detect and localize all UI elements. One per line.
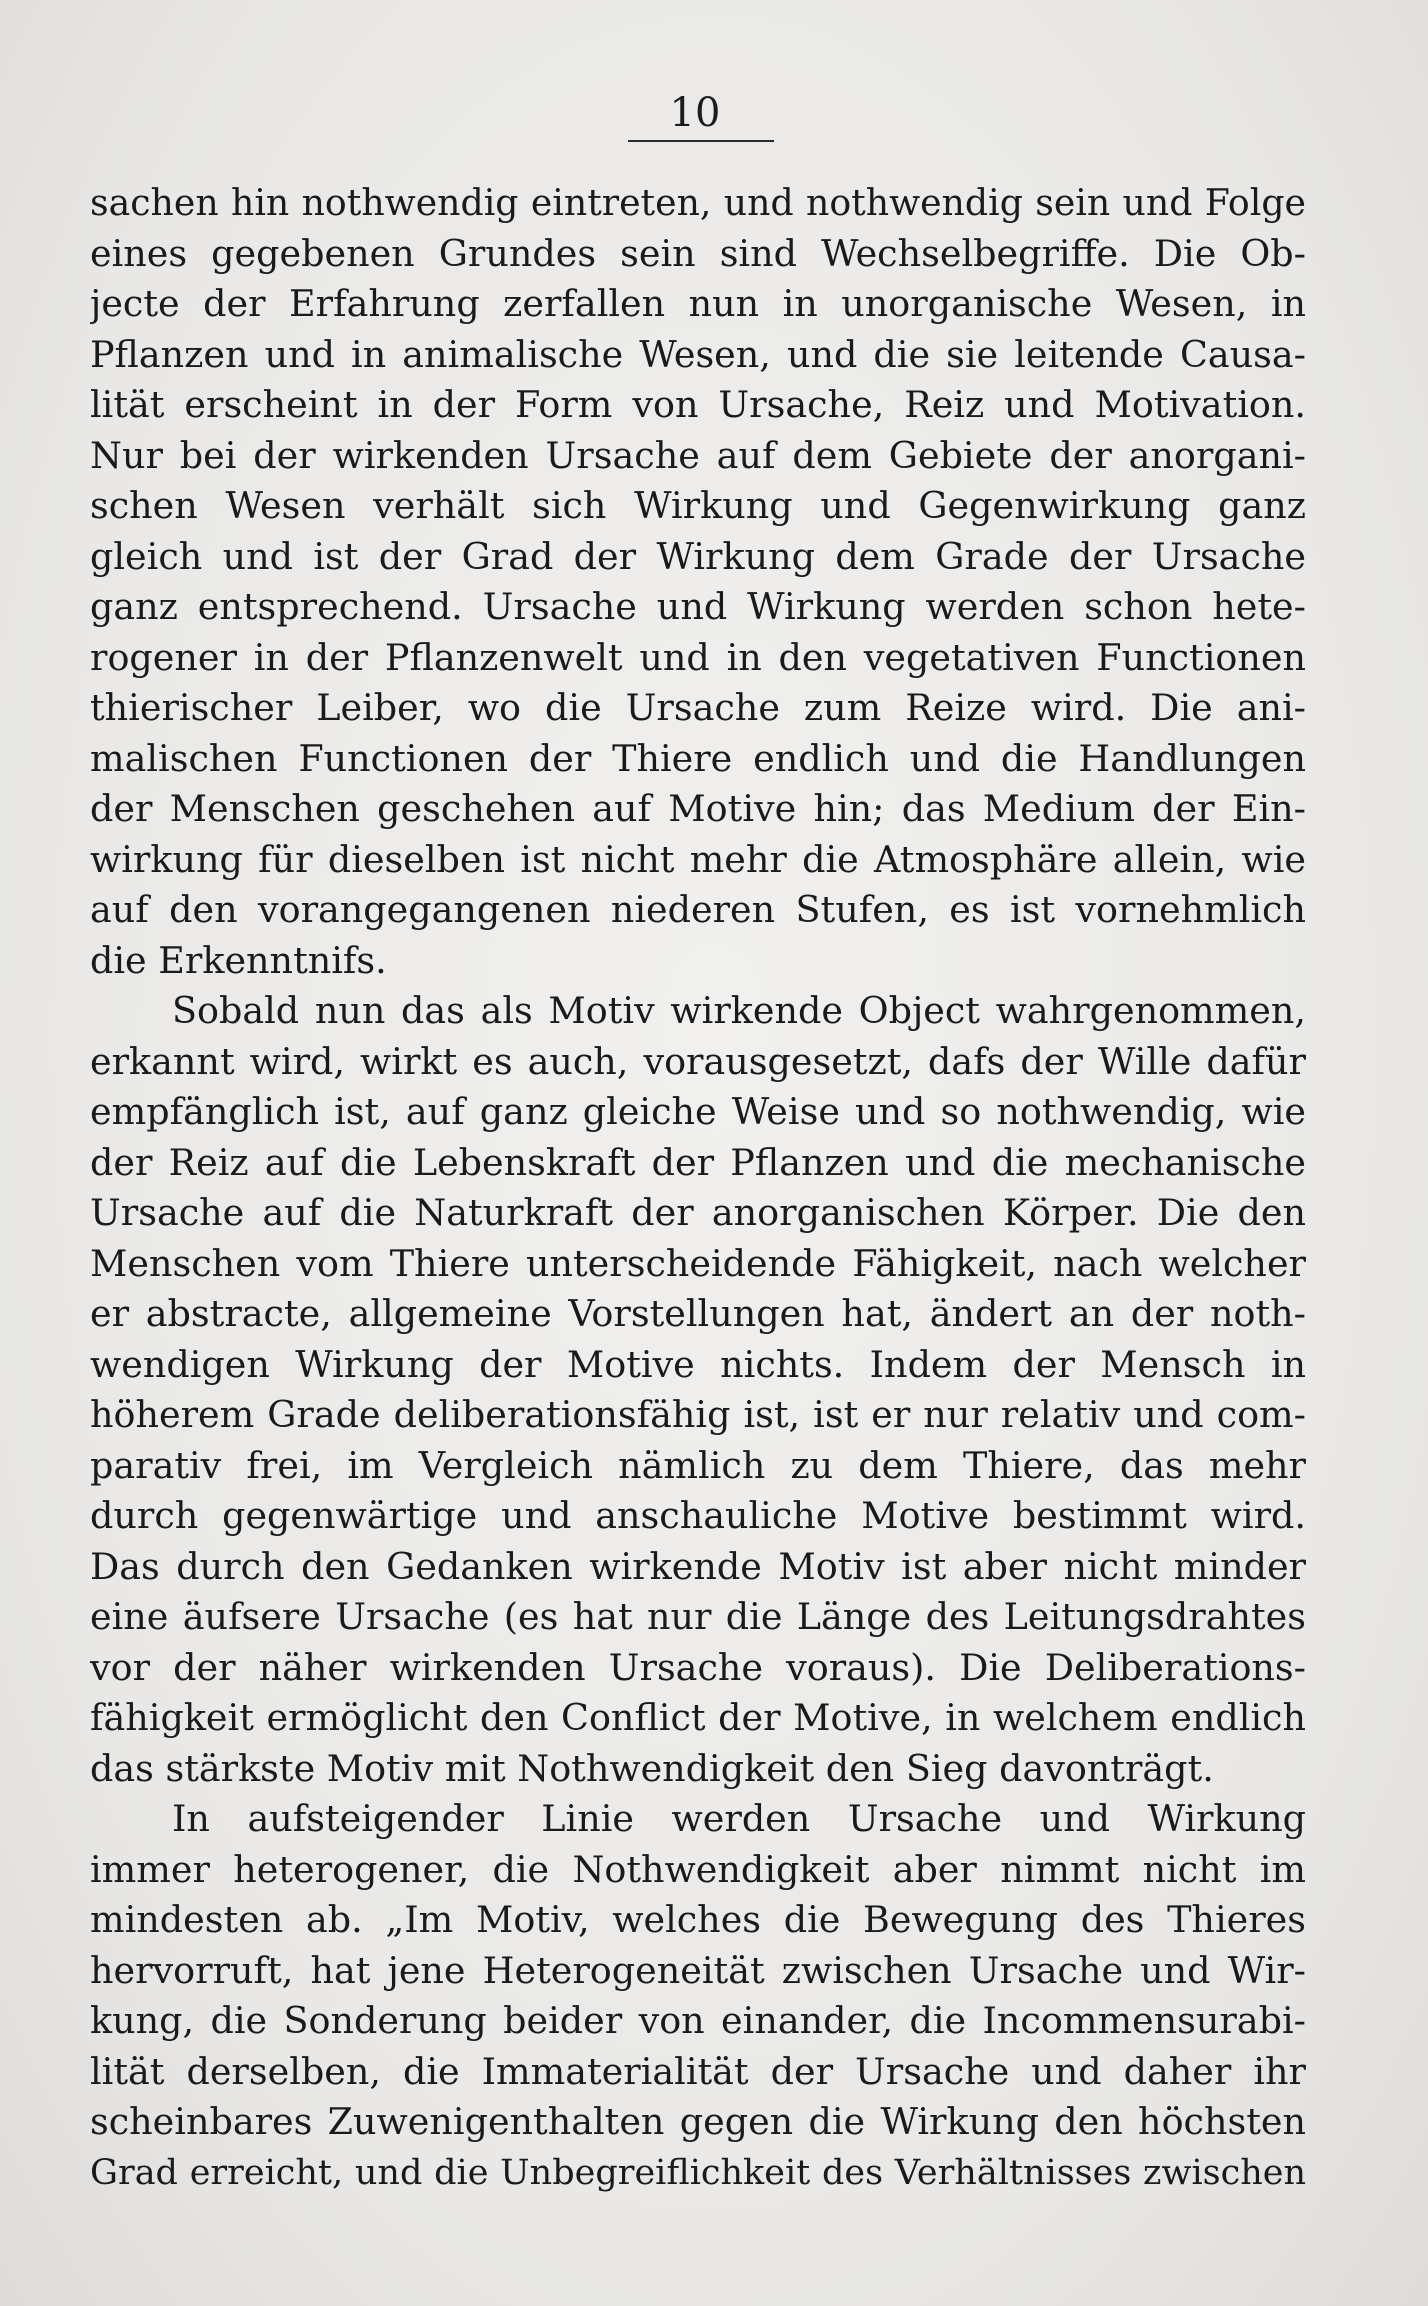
text-line: empfänglich ist, auf ganz gleiche Weise und so nothwendig, wie [90,1090,1306,1133]
text-line: Pflanzen und in animalische Wesen, und die sie leitende Causa- [90,332,1306,376]
text-line: malischen Functionen der Thiere endlich und die Handlungen [90,736,1306,780]
text-line: sachen hin nothwendig eintreten, und nothwendig sein und Folge [90,181,1306,224]
text-line: er abstracte, allgemeine Vorstellungen hat, ändert an der noth- [90,1292,1306,1335]
text-line: schen Wesen verhält sich Wirkung und Gegenwirkung ganz [90,484,1306,527]
text-line: durch gegenwärtige und anschauliche Motive bestimmt wird. [90,1494,1306,1537]
text-line: vor der näher wirkenden Ursache voraus). Die Deliberations- [90,1645,1306,1689]
text-line: Nur bei der wirkenden Ursache auf dem Gebiete der anorgani- [90,433,1306,477]
page-number-rule [628,140,774,142]
text-line: thierischer Leiber, wo die Ursache zum Reize wird. Die ani- [90,686,1306,729]
text-line: kung, die Sonderung beider von einander, die Incommensurabi- [90,1999,1306,2042]
text-line: mindesten ab. „Im Motiv, welches die Bewegung des Thieres [90,1898,1306,1941]
text-line: rogener in der Pflanzenwelt und in den vegetativen Functionen [90,635,1306,679]
page-number: 10 [669,90,721,136]
text-line: parativ frei, im Vergleich nämlich zu dem Thiere, das mehr [90,1443,1306,1487]
text-line: der Reiz auf die Lebenskraft der Pflanzen und die mechanische [90,1140,1306,1184]
text-line: Sobald nun das als Motiv wirkende Object wahrgenommen, [172,989,1306,1032]
text-line: Ursache auf die Naturkraft der anorganischen Körper. Die den [90,1191,1306,1234]
text-line: das stärkste Motiv mit Nothwendigkeit den Sieg davonträgt. [90,1746,1214,1790]
text-line: erkannt wird, wirkt es auch, vorausgesetzt, dafs der Wille dafür [90,1039,1306,1083]
text-line: In aufsteigender Linie werden Ursache und Wirkung [172,1797,1306,1840]
text-line: immer heterogener, die Nothwendigkeit aber nimmt nicht im [90,1847,1306,1891]
text-line: lität erscheint in der Form von Ursache, Reiz und Motivation. [90,383,1306,426]
text-line: die Erkenntnifs. [90,938,387,982]
text-line: auf den vorangegangenen niederen Stufen, es ist vornehmlich [90,888,1306,931]
text-line: Das durch den Gedanken wirkende Motiv ist aber nicht minder [90,1544,1306,1588]
text-line: ganz entsprechend. Ursache und Wirkung werden schon hete- [90,585,1306,628]
text-line: höherem Grade deliberationsfähig ist, ist er nur relativ und com- [90,1393,1306,1436]
text-line: eine äufsere Ursache (es hat nur die Länge des Leitungsdrahtes [90,1595,1306,1638]
text-line: Grad erreicht, und die Unbegreiflichkeit des Verhältnisses zwischen [90,2152,1306,2193]
text-line: der Menschen geschehen auf Motive hin; das Medium der Ein- [90,787,1306,830]
text-line: gleich und ist der Grad der Wirkung dem Grade der Ursache [90,534,1306,578]
text-line: wendigen Wirkung der Motive nichts. Indem der Mensch in [90,1342,1306,1386]
body-text [90,178,1306,2198]
text-line: scheinbares Zuwenigenthalten gegen die Wirkung den höchsten [90,2100,1306,2143]
text-line: Menschen vom Thiere unterscheidende Fähigkeit, nach welcher [90,1241,1306,1285]
text-line: fähigkeit ermöglicht den Conflict der Motive, in welchem endlich [90,1696,1306,1739]
text-line: jecte der Erfahrung zerfallen nun in unorganische Wesen, in [90,282,1306,325]
text-line: lität derselben, die Immaterialität der Ursache und daher ihr [90,2049,1306,2093]
text-line: hervorruft, hat jene Heterogeneität zwischen Ursache und Wir- [90,1948,1306,1992]
text-line: eines gegebenen Grundes sein sind Wechselbegriffe. Die Ob- [90,231,1306,275]
text-line: wirkung für dieselben ist nicht mehr die Atmosphäre allein, wie [90,837,1306,881]
